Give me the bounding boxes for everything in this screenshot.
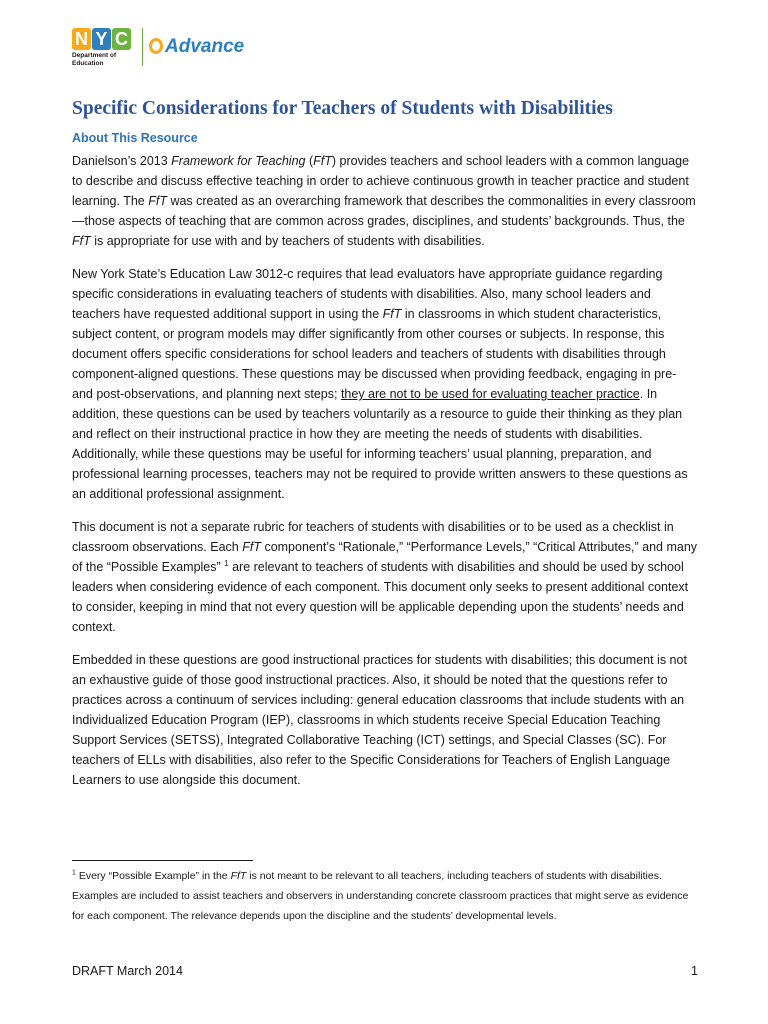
paragraph-2: New York State’s Education Law 3012-c requires that lead evaluators have appropriate guidance regarding specific considerations in evaluating teachers of students with disabilities. Also, many school leaders and teachers have requested additional support in using the FfT in classrooms in which student characteristics, subject content, or program models may differ significantly from other courses or subjects. In response, this document offers specific considerations for school leaders and teachers of students with disabilities through component-aligned questions. These questions may be discussed when providing feedback, engaging in pre- and post-observations, and planning next steps; they are not to be used for evaluating teacher practice. In addition, these questions can be used by teachers voluntarily as a resource to guide their thinking as they plan and reflect on their instructional practice in how they are meeting the needs of students with disabilities. Additionally, while these questions may be useful for informing teachers’ usual planning, preparation, and professional learning processes, teachers may not be required to provide written answers to these questions as an additional professional assignment. [72,267,688,501]
advance-wordmark: Advance [165,36,245,57]
underlined-caveat: they are not to be used for evaluating teacher practice [340,387,640,401]
footnote-divider [72,860,253,861]
nyc-letter-c: C [112,28,131,50]
doe-label: Department of Education [72,52,117,67]
footnote-marker: 1 [72,869,76,877]
advance-logo [149,28,244,66]
paragraph-4: Embedded in these questions are good instructional practices for students with disabilities; this document is not an exhaustive guide of those good instructional practices. Also, it should be noted that the questions refer to practices across a continuum of services including: general education classrooms that include students with an Individualized Education Program (IEP), classrooms in which students receive Special Education Teaching Support Services (SETSS), Integrated Collaborative Teaching (ICT) settings, and Special Classes (SC). For teachers of ELLs with disabilities, also refer to the Specific Considerations for Teachers of English Language Learners to use alongside this document. [72,653,687,787]
body-text [72,151,700,803]
footer-draft-label: DRAFT March 2014 [72,964,183,978]
page-number: 1 [691,964,698,978]
header-logos [72,28,244,68]
section-heading: About This Resource [72,131,198,145]
advance-mark-icon [149,38,163,54]
page-title: Specific Considerations for Teachers of Students with Disabilities [72,98,613,119]
footnote-reference[interactable]: 1 [224,558,229,568]
paragraph-1: Danielson’s 2013 Framework for Teaching (FfT) provides teachers and school leaders with a common language to describe and discuss effective teaching in order to achieve continuous growth in teacher practice and student learning. The FfT was created as an overarching framework that describes the commonalities in every classroom—those aspects of teaching that are common across grades, disciplines, and students’ backgrounds. Thus, the FfT is appropriate for use with and by teachers of students with disabilities. [72,154,696,248]
nyc-letter-y: Y [92,28,111,50]
paragraph-3: This document is not a separate rubric for teachers of students with disabilities or to be used as a checklist in classroom observations. Each FfT component’s “Rationale,” “Performance Levels,” “Critical Attributes,” and many of the “Possible Examples” $^1$ are relevant to teachers of students with disabilities and should be used by school leaders when considering evidence of each component. This document only seeks to present additional context to consider, keeping in mind that not every question will be applicable depending upon the students’ needs and context. [72,520,698,634]
nyc-doe-logo [72,28,134,67]
logo-divider [142,28,143,66]
footnote: $^1$ Every “Possible Example” in the FfT is not meant to be relevant to all teachers, including teachers of students with disabilities. Examples are included to assist teachers and observers in understanding concrete classroom practices that might serve as evidence for each component. The relevance depends upon the discipline and the students’ developmental levels. [72,869,689,922]
nyc-letter-n: N [72,28,91,50]
